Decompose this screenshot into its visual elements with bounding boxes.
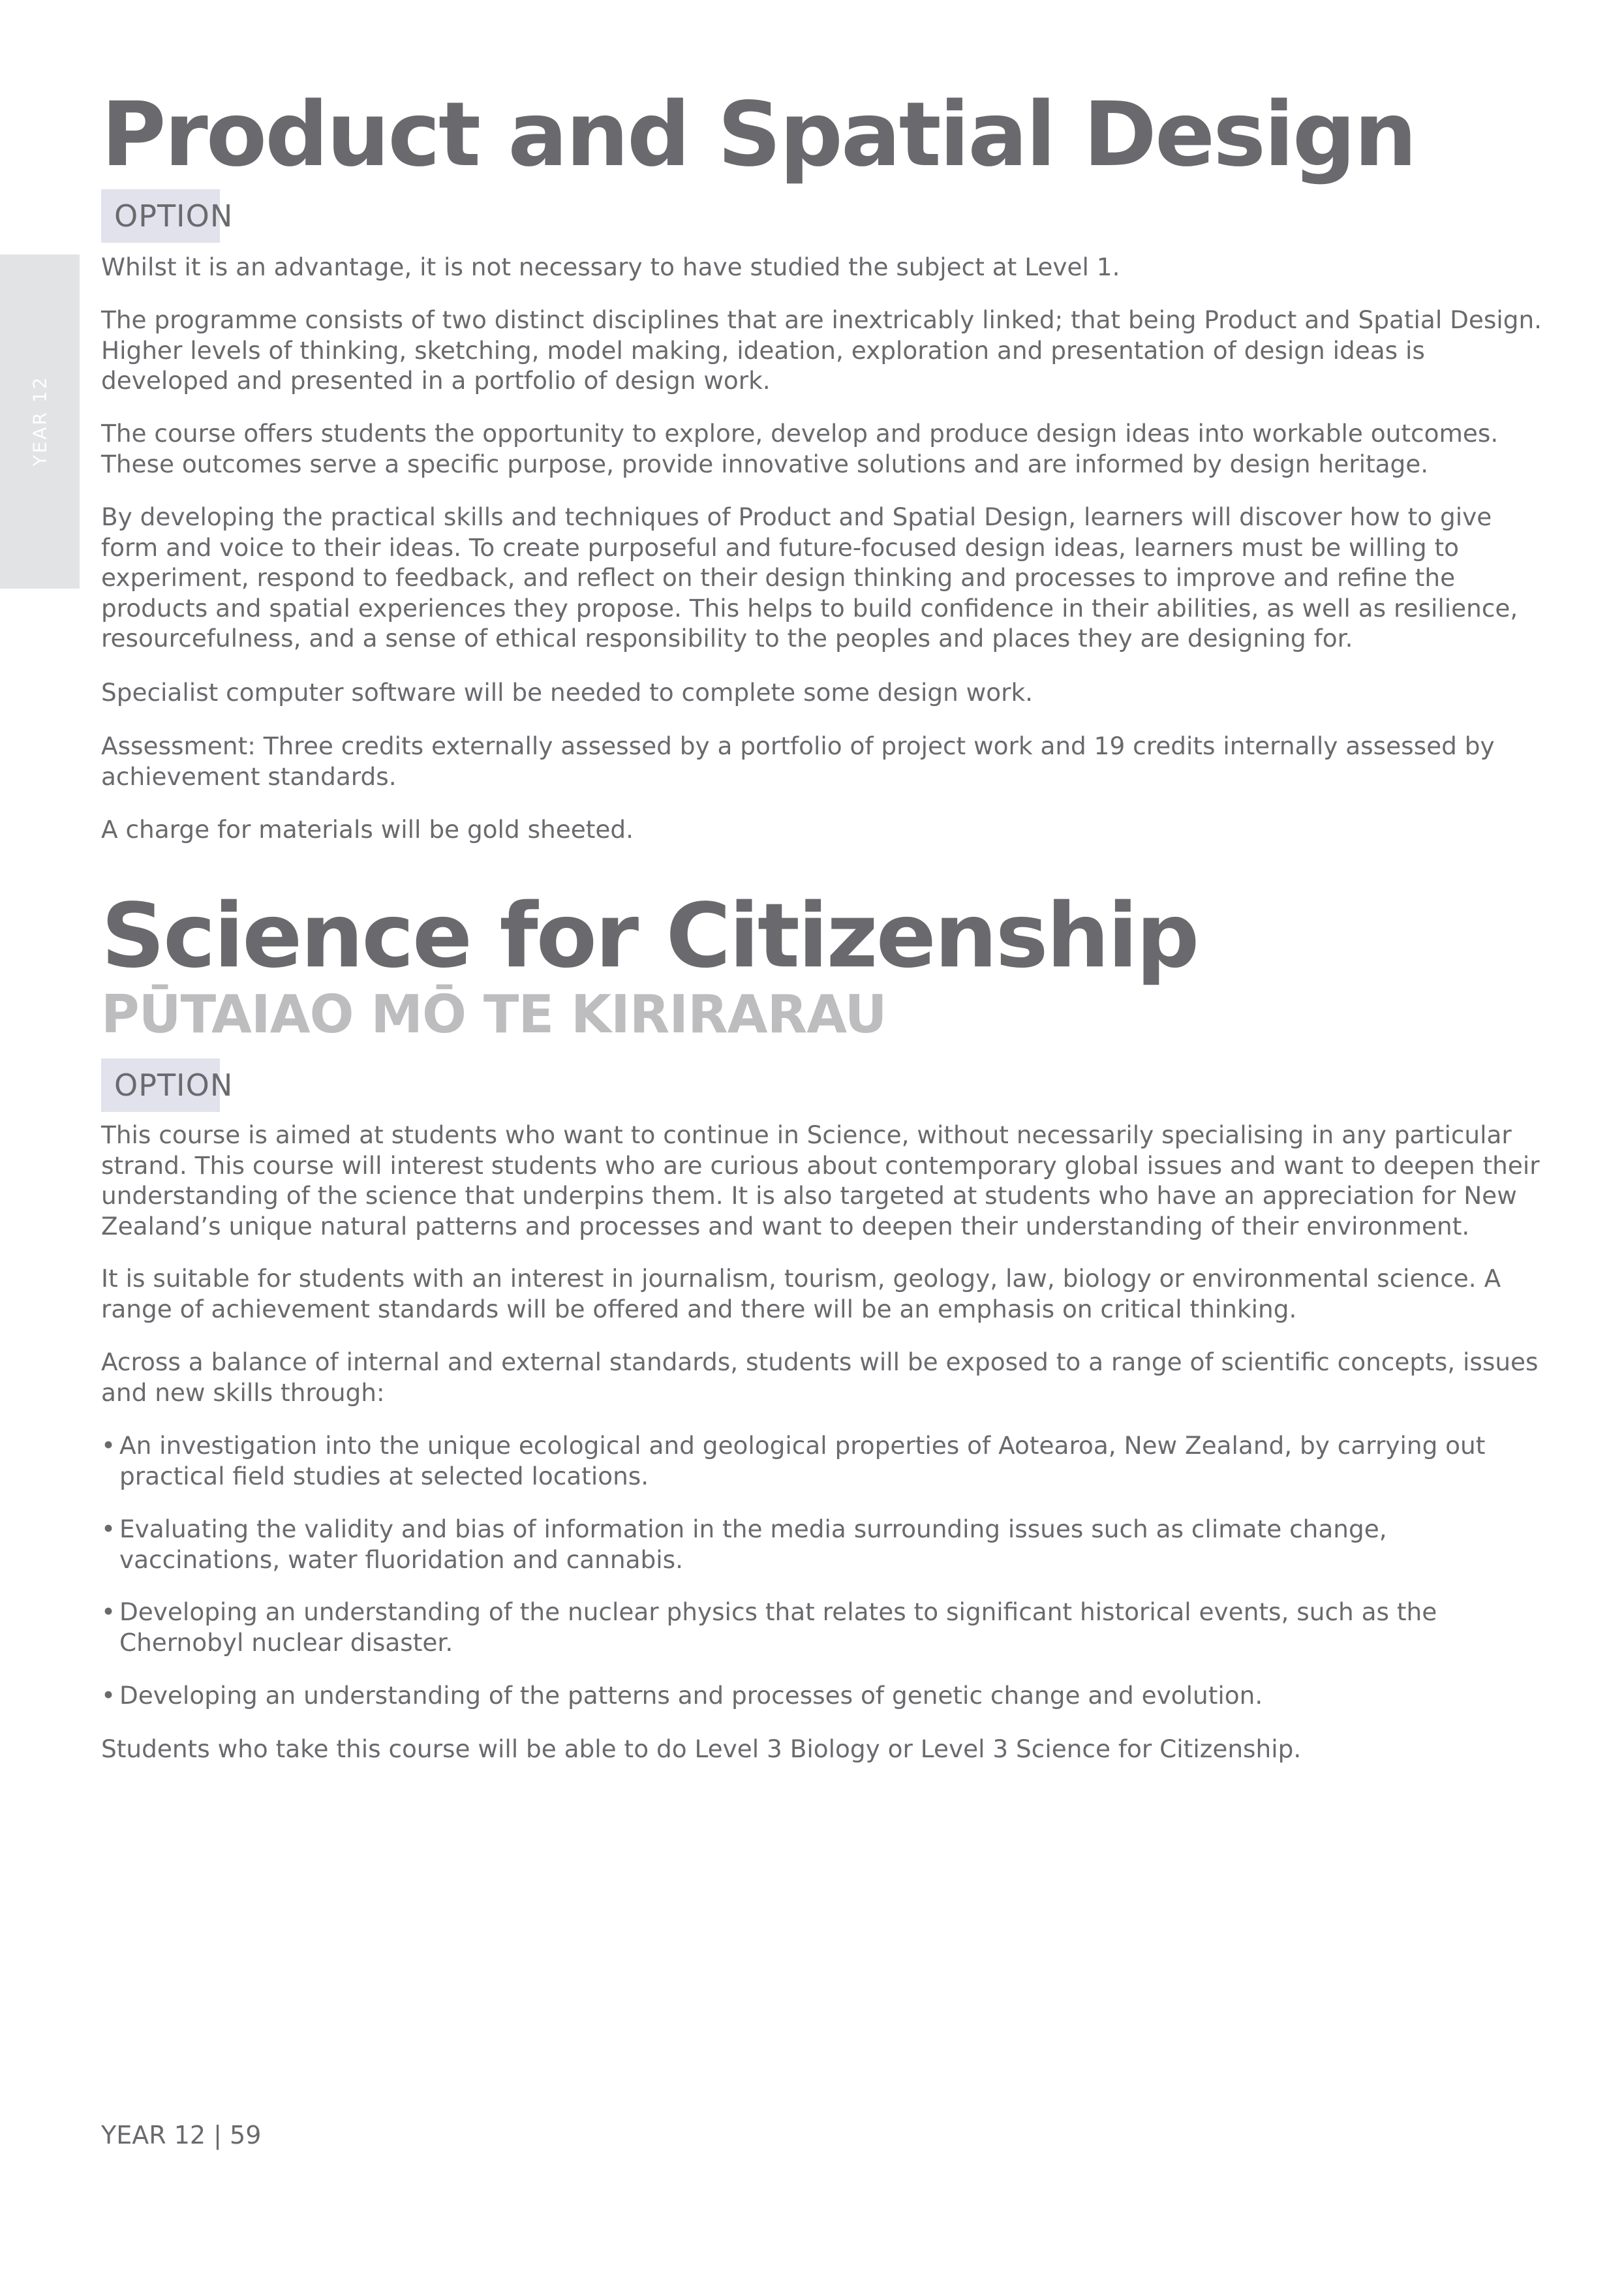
bullet-glyph: • xyxy=(101,1431,116,1460)
side-tab-label: YEAR 12 xyxy=(29,375,51,467)
list-item-text: Developing an understanding of the nuclear physics that relates to significant historical events, such as the Chernobyl nuclear disaster. xyxy=(119,1597,1437,1657)
paragraph: Students who take this course will be able to do Level 3 Biology or Level 3 Science for Citizenship. xyxy=(101,1734,1302,1763)
bullet-glyph: • xyxy=(101,1515,116,1543)
bullet-glyph: • xyxy=(101,1681,116,1710)
paragraph: Specialist computer software will be needed to complete some design work. xyxy=(101,678,1034,707)
paragraph: Across a balance of internal and external standards, students will be exposed to a range of scientific concepts, issues and new skills through: xyxy=(101,1348,1539,1407)
paragraph: The programme consists of two distinct disciplines that are inextricably linked; that being Product and Spatial Design. Higher levels of thinking, sketching, model making, ideation, exploration and presentation of design ideas is developed and presented in a portfolio of design work. xyxy=(101,305,1542,395)
bullet-glyph: • xyxy=(101,1597,116,1626)
page-footer: YEAR 12 | 59 xyxy=(101,2121,262,2149)
paragraph: A charge for materials will be gold sheeted. xyxy=(101,815,634,844)
paragraph: By developing the practical skills and techniques of Product and Spatial Design, learners will discover how to give form and voice to their ideas. To create purposeful and future-focused design ideas, learners must be willing to experiment, respond to feedback, and reflect on their design thinking and processes to improve and refine the products and spatial experiences they propose. This helps to build confidence in their abilities, as well as resilience, resourcefulness, and a sense of ethical responsibility to the peoples and places they are designing for. xyxy=(101,502,1518,653)
paragraph: The course offers students the opportunity to explore, develop and produce design ideas into workable outcomes. These outcomes serve a specific purpose, provide innovative solutions and are informed by design heritage. xyxy=(101,419,1499,478)
list-item-text: Evaluating the validity and bias of information in the media surrounding issues such as climate change, vaccinations, water fluoridation and cannabis. xyxy=(119,1515,1387,1574)
section-title-science-for-citizenship: Science for Citizenship xyxy=(101,885,1198,988)
paragraph: Whilst it is an advantage, it is not necessary to have studied the subject at Level 1. xyxy=(101,253,1120,281)
section-subtitle-maori: PŪTAIAO MŌ TE KIRIRARAU xyxy=(101,984,887,1045)
option-badge: OPTION xyxy=(101,189,220,243)
paragraph: Assessment: Three credits externally assessed by a portfolio of project work and 19 credits internally assessed by achievement standards. xyxy=(101,732,1495,791)
list-item-text: An investigation into the unique ecological and geological properties of Aotearoa, New Zealand, by carrying out practical field studies at selected locations. xyxy=(119,1431,1486,1490)
section-title-product-spatial-design: Product and Spatial Design xyxy=(101,84,1415,187)
paragraph: It is suitable for students with an interest in journalism, tourism, geology, law, biology or environmental science. A range of achievement standards will be offered and there will be an emphasis on critical thinking. xyxy=(101,1264,1501,1323)
paragraph: This course is aimed at students who want to continue in Science, without necessarily specialising in any particular strand. This course will interest students who are curious about contemporary global issues and want to deepen their understanding of the science that underpins them. It is also targeted at students who have an appreciation for New Zealand’s unique natural patterns and processes and want to deepen their understanding of their environment. xyxy=(101,1120,1540,1240)
list-item-text: Developing an understanding of the patterns and processes of genetic change and evolution. xyxy=(119,1681,1263,1710)
option-badge: OPTION xyxy=(101,1058,220,1112)
